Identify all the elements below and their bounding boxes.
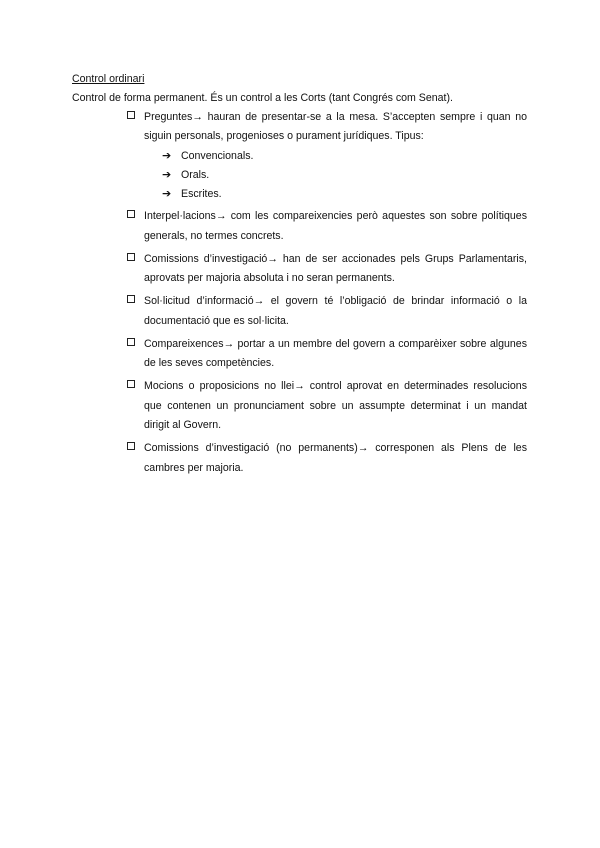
sublist-item xyxy=(144,185,527,204)
checkbox-icon xyxy=(127,338,135,346)
sublist xyxy=(144,147,527,204)
sublist-item xyxy=(144,166,527,185)
section-heading: Control ordinari xyxy=(72,73,145,85)
sublist-item xyxy=(144,147,527,166)
list-item xyxy=(127,439,527,478)
list-item-text: Mocions o proposicions no llei→ control aprovat en determinades resolucions que contenen un pronunciament sobre un assumpte determinat i un mandat dirigit al Govern. xyxy=(144,380,527,431)
checkbox-icon xyxy=(127,210,135,218)
sublist-item-text: Orals. xyxy=(181,168,210,181)
list-item xyxy=(127,292,527,331)
arrow-icon: ➔ xyxy=(162,187,172,200)
list-item xyxy=(127,108,527,204)
checkbox-list xyxy=(127,110,527,484)
arrow-icon: ➔ xyxy=(162,168,172,181)
intro-paragraph: Control de forma permanent. És un control a les Corts (tant Congrés com Senat). xyxy=(72,92,453,104)
checkbox-icon xyxy=(127,295,135,303)
checkbox-icon xyxy=(127,111,135,119)
list-item-text: Comissions d’investigació (no permanents)→ corresponen als Plens de les cambres per majoria. xyxy=(144,442,527,474)
list-item xyxy=(127,250,527,289)
list-item-text: Sol·licitud d’informació→ el govern té l’obligació de brindar informació o la documentació que es sol·licita. xyxy=(144,295,527,327)
list-item xyxy=(127,207,527,246)
checkbox-icon xyxy=(127,380,135,388)
checkbox-icon xyxy=(127,253,135,261)
list-item-text: Preguntes→ hauran de presentar-se a la mesa. S’accepten sempre i quan no siguin personals, progenioses o purament jurídiques. Tipus: xyxy=(144,110,527,142)
sublist-item-text: Convencionals. xyxy=(181,149,254,162)
list-item-text: Compareixences→ portar a un membre del govern a comparèixer sobre algunes de les seves competències. xyxy=(144,337,527,369)
list-item xyxy=(127,377,527,436)
checkbox-icon xyxy=(127,442,135,450)
list-item-text: Interpel·lacions→ com les compareixencies però aquestes son sobre polítiques generals, no termes concrets. xyxy=(144,210,527,242)
arrow-icon: ➔ xyxy=(162,149,172,162)
list-item xyxy=(127,335,527,374)
list-item-text: Comissions d’investigació→ han de ser accionades pels Grups Parlamentaris, aprovats per majoria absoluta i no seran permanents. xyxy=(144,252,527,284)
sublist-item-text: Escrites. xyxy=(181,187,222,200)
